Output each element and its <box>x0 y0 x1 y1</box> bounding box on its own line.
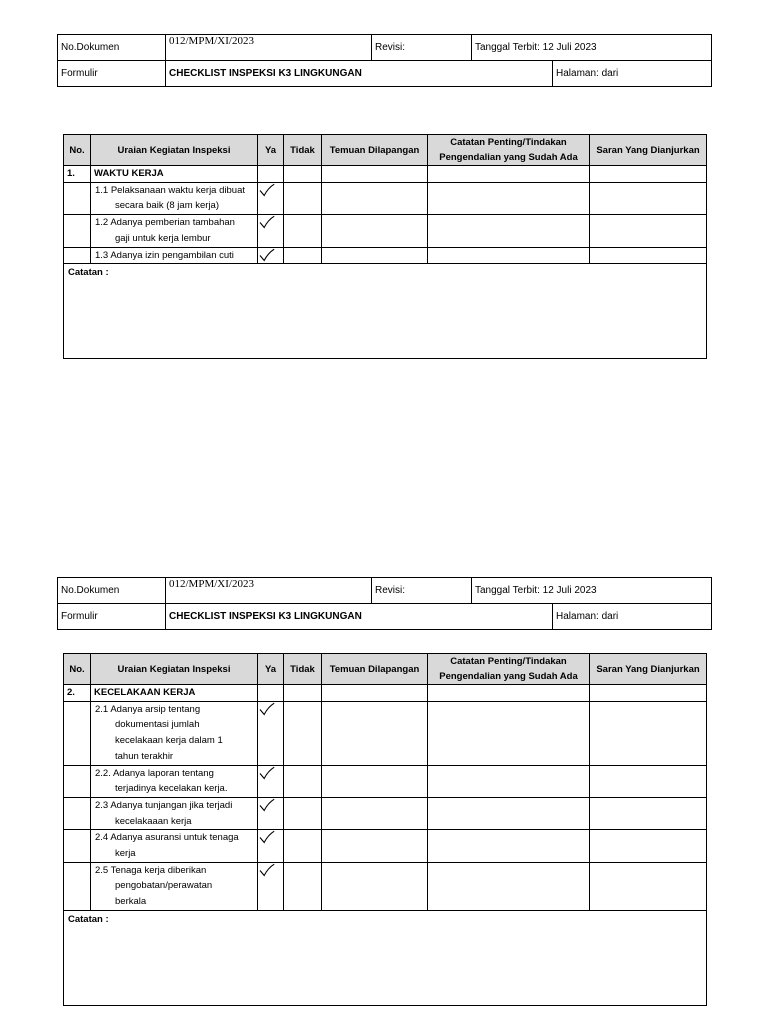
doc-number-label: No.Dokumen <box>58 578 166 604</box>
list-item <box>64 862 707 910</box>
findings-cell <box>322 215 428 247</box>
item-number-cell <box>64 830 91 862</box>
item-description <box>91 830 258 862</box>
suggestions-cell <box>590 701 707 765</box>
section-row <box>64 685 707 702</box>
revision-label: Revisi: <box>372 35 472 61</box>
findings-cell <box>322 830 428 862</box>
yes-cell <box>258 247 284 264</box>
yes-cell <box>258 862 284 910</box>
col-header-no: No. <box>64 654 91 685</box>
findings-cell <box>322 797 428 829</box>
doc-number-label: No.Dokumen <box>58 35 166 61</box>
suggestions-cell <box>590 830 707 862</box>
notes-cell <box>428 765 590 797</box>
revision-label: Revisi: <box>372 578 472 604</box>
checkmark-icon <box>259 215 275 229</box>
empty-cell <box>322 166 428 183</box>
col-header-no-col: Tidak <box>284 654 322 685</box>
no-cell <box>284 765 322 797</box>
item-description <box>91 247 258 264</box>
empty-cell <box>428 166 590 183</box>
list-item <box>64 830 707 862</box>
doc-number-value: 012/MPM/XI/2023 <box>166 578 372 604</box>
notes-label: Catatan : <box>64 910 707 1005</box>
section-number: 2. <box>64 685 91 702</box>
item-description <box>91 215 258 247</box>
empty-cell <box>428 685 590 702</box>
findings-cell <box>322 701 428 765</box>
item-description-line: 2.1 Adanya arsip tentang <box>95 703 201 715</box>
item-description-line: 1.2 Adanya pemberian tambahan <box>95 217 235 229</box>
item-description <box>91 797 258 829</box>
notes-cell <box>428 215 590 247</box>
form-title: CHECKLIST INSPEKSI K3 LINGKUNGAN <box>166 604 553 630</box>
notes-label: Catatan : <box>64 264 707 359</box>
list-item <box>64 182 707 214</box>
item-description <box>91 765 258 797</box>
col-header-findings: Temuan Dilapangan <box>322 654 428 685</box>
findings-cell <box>322 862 428 910</box>
section-number: 1. <box>64 166 91 183</box>
notes-cell <box>428 182 590 214</box>
item-description-line: berkala <box>115 896 147 908</box>
list-item <box>64 247 707 264</box>
suggestions-cell <box>590 797 707 829</box>
col-header-notes-line2: Pengendalian yang Sudah Ada <box>439 152 578 163</box>
col-header-notes-line2: Pengendalian yang Sudah Ada <box>439 671 578 682</box>
col-header-notes <box>428 654 590 685</box>
no-cell <box>284 701 322 765</box>
section-title: KECELAKAAN KERJA <box>91 685 258 702</box>
empty-cell <box>258 166 284 183</box>
item-description <box>91 182 258 214</box>
checkmark-icon <box>259 798 275 812</box>
checkmark-icon <box>259 702 275 716</box>
col-header-notes <box>428 135 590 166</box>
checkmark-icon <box>259 830 275 844</box>
col-header-notes-line1: Catatan Penting/Tindakan <box>450 137 567 148</box>
checklist-table-1 <box>63 134 707 359</box>
item-description-line: 1.1 Pelaksanaan waktu kerja dibuat <box>95 184 245 196</box>
yes-cell <box>258 215 284 247</box>
col-header-suggestions: Saran Yang Dianjurkan <box>590 135 707 166</box>
item-description-line: 2.5 Tenaga kerja diberikan <box>95 864 207 876</box>
no-cell <box>284 830 322 862</box>
item-number-cell <box>64 182 91 214</box>
findings-cell <box>322 765 428 797</box>
item-description-line: 2.3 Adanya tunjangan jika terjadi <box>95 799 233 811</box>
item-description-line: terjadinya kecelakan kerja. <box>115 783 228 795</box>
page-label: Halaman: dari <box>553 604 712 630</box>
col-header-no: No. <box>64 135 91 166</box>
yes-cell <box>258 701 284 765</box>
notes-cell <box>428 830 590 862</box>
item-description-line: 2.2. Adanya laporan tentang <box>95 767 214 779</box>
item-description <box>91 701 258 765</box>
col-header-yes: Ya <box>258 654 284 685</box>
notes-row <box>64 264 707 359</box>
section-row <box>64 166 707 183</box>
notes-cell <box>428 701 590 765</box>
no-cell <box>284 247 322 264</box>
item-number-cell <box>64 247 91 264</box>
empty-cell <box>322 685 428 702</box>
empty-cell <box>284 166 322 183</box>
form-title: CHECKLIST INSPEKSI K3 LINGKUNGAN <box>166 61 553 87</box>
col-header-suggestions: Saran Yang Dianjurkan <box>590 654 707 685</box>
list-item <box>64 765 707 797</box>
form-label: Formulir <box>58 61 166 87</box>
list-item <box>64 797 707 829</box>
item-description-line: kecelakaan kerja dalam 1 <box>115 735 223 747</box>
checkmark-icon <box>259 863 275 877</box>
no-cell <box>284 182 322 214</box>
yes-cell <box>258 765 284 797</box>
col-header-activity: Uraian Kegiatan Inspeksi <box>91 654 258 685</box>
yes-cell <box>258 830 284 862</box>
suggestions-cell <box>590 765 707 797</box>
suggestions-cell <box>590 182 707 214</box>
table-header-row <box>64 135 707 166</box>
empty-cell <box>284 685 322 702</box>
list-item <box>64 215 707 247</box>
notes-cell <box>428 862 590 910</box>
item-description-line: pengobatan/perawatan <box>115 880 213 892</box>
item-number-cell <box>64 862 91 910</box>
no-cell <box>284 862 322 910</box>
item-description-line: tahun terakhir <box>115 750 174 762</box>
issue-date: Tanggal Terbit: 12 Juli 2023 <box>472 35 712 61</box>
checkmark-icon <box>259 248 275 262</box>
findings-cell <box>322 182 428 214</box>
page-label: Halaman: dari <box>553 61 712 87</box>
item-description-line: gaji untuk kerja lembur <box>115 232 211 244</box>
section-items <box>64 701 707 910</box>
item-description-line: kerja <box>115 848 136 860</box>
issue-date: Tanggal Terbit: 12 Juli 2023 <box>472 578 712 604</box>
item-description-line: 2.4 Adanya asuransi untuk tenaga <box>95 832 239 844</box>
item-description <box>91 862 258 910</box>
checklist-table-2 <box>63 653 707 1006</box>
findings-cell <box>322 247 428 264</box>
item-number-cell <box>64 701 91 765</box>
col-header-yes: Ya <box>258 135 284 166</box>
list-item <box>64 701 707 765</box>
no-cell <box>284 215 322 247</box>
empty-cell <box>590 166 707 183</box>
empty-cell <box>590 685 707 702</box>
document-header-2 <box>57 577 712 630</box>
notes-cell <box>428 247 590 264</box>
item-number-cell <box>64 765 91 797</box>
item-description-line: 1.3 Adanya izin pengambilan cuti <box>95 249 234 261</box>
item-description-line: secara baik (8 jam kerja) <box>115 200 220 212</box>
item-number-cell <box>64 797 91 829</box>
table-header-row <box>64 654 707 685</box>
suggestions-cell <box>590 215 707 247</box>
notes-row <box>64 910 707 1005</box>
col-header-findings: Temuan Dilapangan <box>322 135 428 166</box>
section-title: WAKTU KERJA <box>91 166 258 183</box>
suggestions-cell <box>590 862 707 910</box>
col-header-notes-line1: Catatan Penting/Tindakan <box>450 656 567 667</box>
form-label: Formulir <box>58 604 166 630</box>
empty-cell <box>258 685 284 702</box>
col-header-activity: Uraian Kegiatan Inspeksi <box>91 135 258 166</box>
item-description-line: kecelakaaan kerja <box>115 815 192 827</box>
item-number-cell <box>64 215 91 247</box>
doc-number-value: 012/MPM/XI/2023 <box>166 35 372 61</box>
suggestions-cell <box>590 247 707 264</box>
yes-cell <box>258 797 284 829</box>
notes-cell <box>428 797 590 829</box>
col-header-no-col: Tidak <box>284 135 322 166</box>
no-cell <box>284 797 322 829</box>
checkmark-icon <box>259 183 275 197</box>
item-description-line: dokumentasi jumlah <box>115 719 200 731</box>
checkmark-icon <box>259 766 275 780</box>
section-items <box>64 182 707 264</box>
yes-cell <box>258 182 284 214</box>
document-header-1 <box>57 34 712 87</box>
